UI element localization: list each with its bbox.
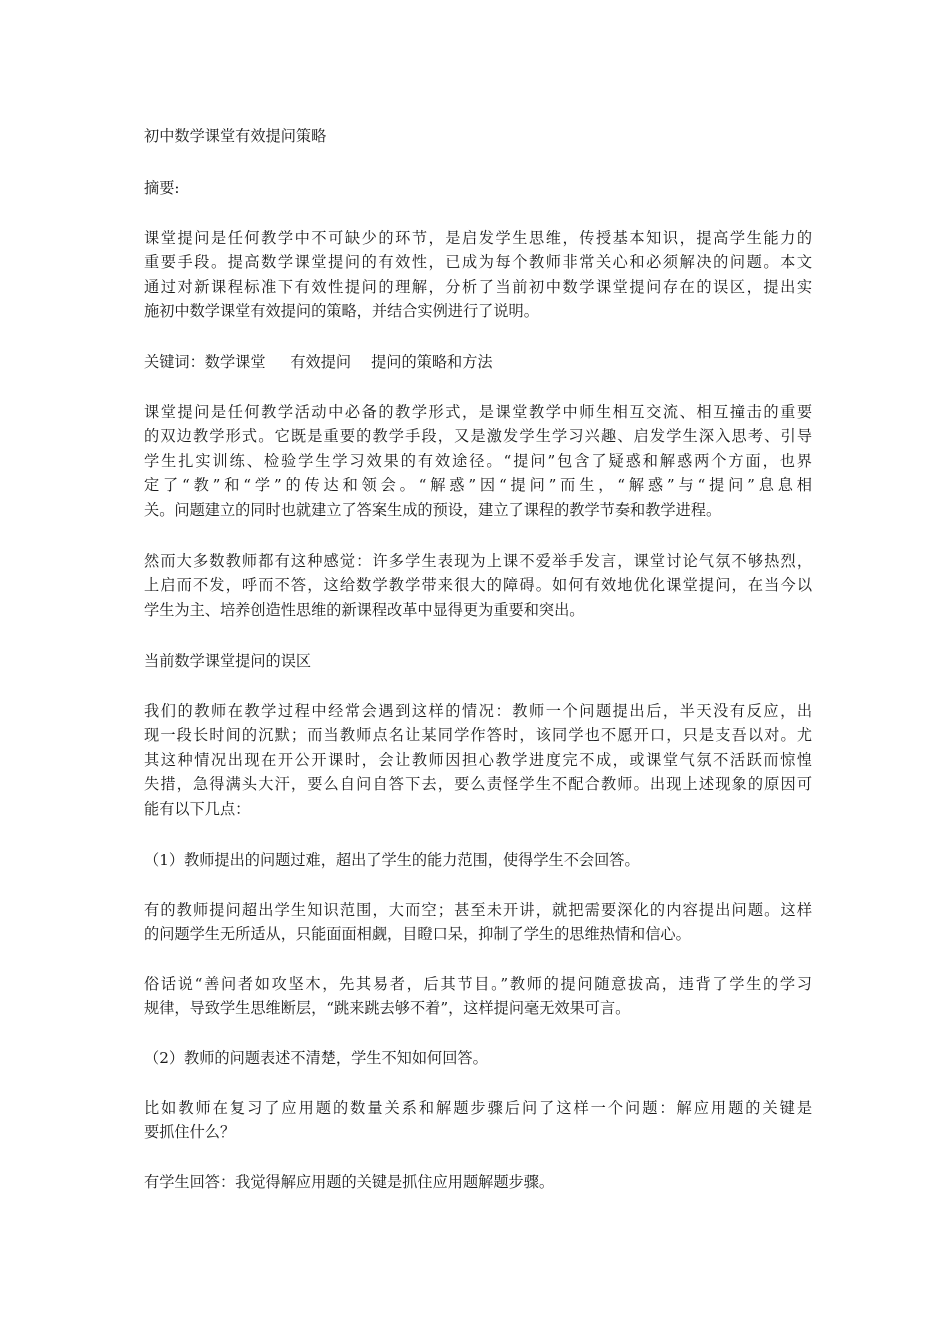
text-line: 要抓住什么？ xyxy=(144,1123,236,1142)
text-line: 能有以下几点： xyxy=(144,799,251,818)
point-2: （2）教师的问题表述不清楚，学生不知如何回答。 xyxy=(144,1049,488,1067)
text-line: 规律，导致学生思维断层，“跳来跳去够不着”，这样提问毫无效果可言。 xyxy=(144,999,631,1018)
body-paragraph-7: 有学生回答：我觉得解应用题的关键是抓住应用题解题步骤。 xyxy=(144,1173,555,1191)
section-heading: 当前数学课堂提问的误区 xyxy=(144,652,312,670)
text-line: 俗话说“善问者如攻坚木，先其易者，后其节目。”教师的提问随意拔高，违背了学生的学习 xyxy=(144,975,812,993)
text-line: 有的教师提问超出学生知识范围，大而空；甚至未开讲，就把需要深化的内容提出问题。这样 xyxy=(144,901,812,919)
text-line: 失措，急得满头大汗，要么自问自答下去，要么责怪学生不配合教师。出现上述现象的原因可 xyxy=(144,775,812,794)
body-paragraph-2 xyxy=(144,549,812,622)
text-line: 上启而不发，呼而不答，这给数学教学带来很大的障碍。如何有效地优化课堂提问，在当今以 xyxy=(144,576,812,595)
text-line: 课堂提问是任何教学活动中必备的教学形式，是课堂教学中师生相互交流、相互撞击的重要 xyxy=(144,403,812,421)
abstract-paragraph xyxy=(144,226,812,324)
body-paragraph-5 xyxy=(144,972,812,1021)
body-paragraph-1 xyxy=(144,400,812,522)
text-line: 关。问题建立的同时也就建立了答案生成的预设，建立了课程的教学节奏和教学进程。 xyxy=(144,500,722,519)
point-1: （1）教师提出的问题过难，超出了学生的能力范围，使得学生不会回答。 xyxy=(144,851,640,869)
text-line: 通过对新课程标准下有效性提问的理解，分析了当前初中数学课堂提问存在的误区，提出实 xyxy=(144,277,812,296)
text-line: 学生为主、培养创造性思维的新课程改革中显得更为重要和突出。 xyxy=(144,600,585,619)
text-line: 定了“教”和“学”的传达和领会。“解惑”因“提问”而生，“解惑”与“提问”息息相 xyxy=(144,476,812,495)
body-paragraph-6 xyxy=(144,1096,812,1145)
text-line: 课堂提问是任何教学中不可缺少的环节，是启发学生思维，传授基本知识，提高学生能力的 xyxy=(144,229,812,247)
text-line: 比如教师在复习了应用题的数量关系和解题步骤后问了这样一个问题：解应用题的关键是 xyxy=(144,1099,812,1117)
body-paragraph-3 xyxy=(144,699,812,821)
text-line: 我们的教师在教学过程中经常会遇到这样的情况：教师一个问题提出后，半天没有反应，出 xyxy=(144,702,812,720)
text-line: 其这种情况出现在开公开课时，会让教师因担心教学进度完不成，或课堂气氛不活跃而惊惶 xyxy=(144,750,812,769)
text-line: 的问题学生无所适从，只能面面相觑，目瞪口呆，抑制了学生的思维热情和信心。 xyxy=(144,925,691,944)
text-line: 重要手段。提高数学课堂提问的有效性，已成为每个教师非常关心和必须解决的问题。本文 xyxy=(144,253,812,272)
document-title: 初中数学课堂有效提问策略 xyxy=(144,127,327,145)
abstract-label: 摘要: xyxy=(144,179,180,197)
keywords-line: 关键词：数学课堂 有效提问 提问的策略和方法 xyxy=(144,353,493,371)
text-line: 然而大多数教师都有这种感觉：许多学生表现为上课不爱举手发言，课堂讨论气氛不够热烈， xyxy=(144,552,812,570)
text-line: 现一段长时间的沉默；而当教师点名让某同学作答时，该同学也不愿开口，只是支吾以对。尤 xyxy=(144,726,812,745)
text-line: 施初中数学课堂有效提问的策略，并结合实例进行了说明。 xyxy=(144,302,539,321)
body-paragraph-4 xyxy=(144,898,812,947)
text-line: 的双边教学形式。它既是重要的教学手段，又是激发学生学习兴趣、启发学生深入思考、引导 xyxy=(144,427,812,446)
text-line: 学生扎实训练、检验学生学习效果的有效途径。“提问”包含了疑惑和解惑两个方面，也界 xyxy=(144,451,812,470)
